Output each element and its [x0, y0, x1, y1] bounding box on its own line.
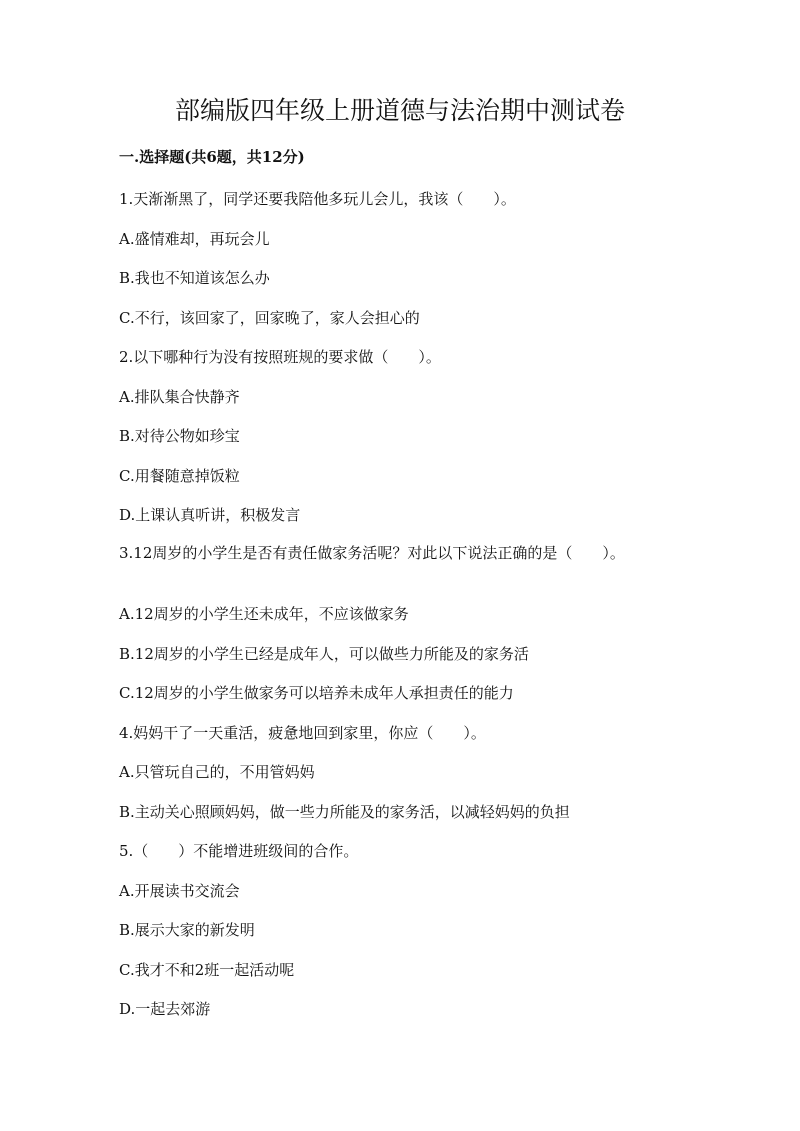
- question-2-stem: 2.以下哪种行为没有按照班规的要求做（ ）。: [119, 348, 441, 366]
- question-3-stem: 3.12周岁的小学生是否有责任做家务活呢？对此以下说法正确的是（ ）。: [119, 544, 625, 562]
- section-heading: 一.选择题(共6题，共12分): [119, 148, 305, 166]
- question-4-stem: 4.妈妈干了一天重活，疲惫地回到家里，你应（ ）。: [119, 724, 486, 742]
- question-2-option-b: B.对待公物如珍宝: [119, 427, 240, 445]
- question-3-option-a: A.12周岁的小学生还未成年，不应该做家务: [119, 605, 409, 623]
- question-2-option-d: D.上课认真听讲，积极发言: [119, 506, 301, 524]
- question-5-option-a: A.开展读书交流会: [119, 882, 240, 900]
- question-4-option-b: B.主动关心照顾妈妈，做一些力所能及的家务活，以减轻妈妈的负担: [119, 803, 570, 821]
- question-1-option-c: C.不行，该回家了，回家晚了，家人会担心的: [119, 309, 420, 327]
- question-2-option-c: C.用餐随意掉饭粒: [119, 467, 240, 485]
- question-4-option-a: A.只管玩自己的，不用管妈妈: [119, 763, 315, 781]
- question-5-stem: 5.（ ）不能增进班级间的合作。: [119, 842, 359, 860]
- question-5-option-d: D.一起去郊游: [119, 1000, 211, 1018]
- question-5-option-c: C.我才不和2班一起活动呢: [119, 961, 295, 979]
- question-5-option-b: B.展示大家的新发明: [119, 921, 255, 939]
- exam-title: 部编版四年级上册道德与法治期中测试卷: [174, 96, 625, 125]
- question-1-stem: 1.天渐渐黑了，同学还要我陪他多玩儿会儿，我该（ ）。: [119, 190, 516, 208]
- question-3-option-b: B.12周岁的小学生已经是成年人，可以做些力所能及的家务活: [119, 645, 529, 663]
- question-3-option-c: C.12周岁的小学生做家务可以培养未成年人承担责任的能力: [119, 684, 514, 702]
- question-1-option-b: B.我也不知道该怎么办: [119, 269, 270, 287]
- question-1-option-a: A.盛情难却，再玩会儿: [119, 230, 270, 248]
- question-2-option-a: A.排队集合快静齐: [119, 388, 240, 406]
